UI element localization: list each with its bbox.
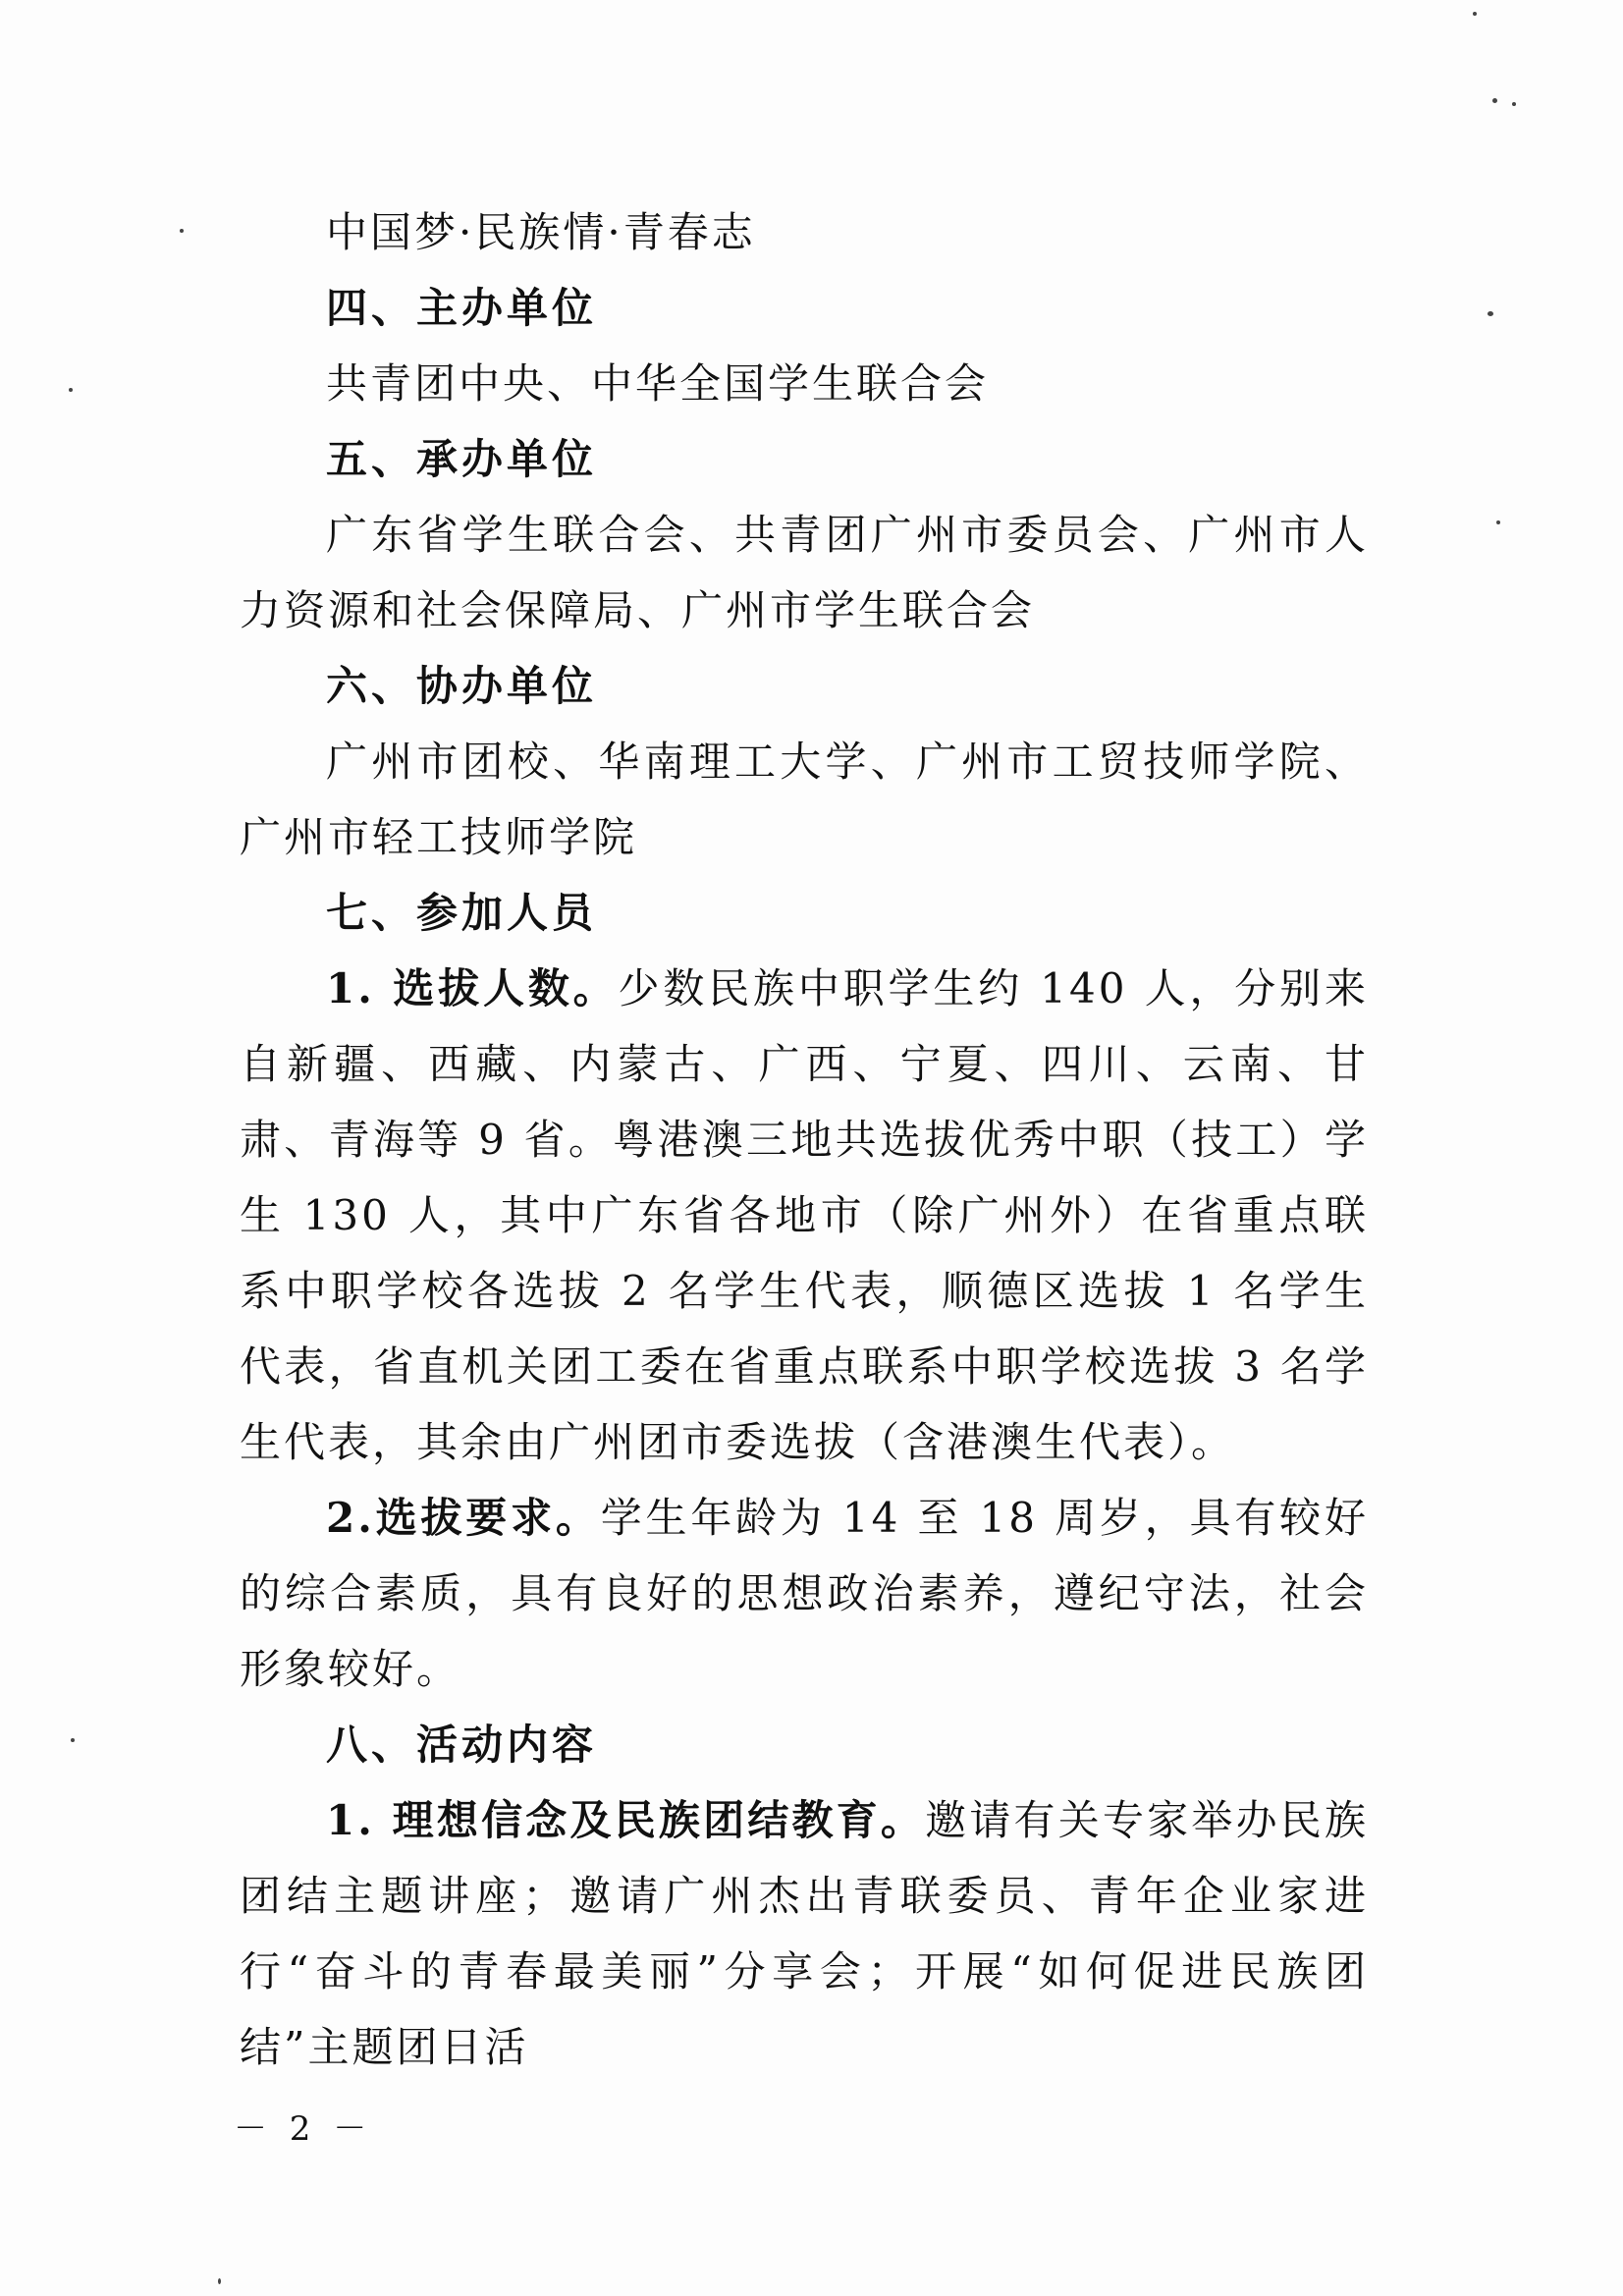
scan-speck [1512,102,1516,106]
document-body [240,194,1369,2085]
page-number: － 2 － [234,2109,373,2149]
activities-item-1-text: 邀请有关专家举办民族团结主题讲座；邀请广州杰出青联委员、青年企业家进行“奋斗的青春最美丽”分享会；开展“如何促进民族团结”主题团日活 [240,1796,1369,2071]
participants-item-1-text: 少数民族中职学生约 140 人，分别来自新疆、西藏、内蒙古、广西、宁夏、四川、云南、甘肃、青海等 9 省。粤港澳三地共选拔优秀中职（技工）学生 130 人，其中广东省各地市（除广州外）在省重点联系中职学校各选拔 2 名学生代表，顺德区选拔 1 名学生代表，省直机关团工委在省重点联系中职学校选拔 3 名学生代表，其余由广州团市委选拔（含港澳生代表）。 [240,964,1369,1466]
host-text: 广东省学生联合会、共青团广州市委员会、广州市人力资源和社会保障局、广州市学生联合会 [240,511,1369,634]
scan-speck [1473,12,1477,16]
scan-speck [1496,520,1500,524]
scan-speck [180,229,184,233]
organizer-text: 共青团中央、中华全国学生联合会 [326,359,990,408]
activity-motto: 中国梦·民族情·青春志 [326,208,756,256]
section-heading-activities: 八、活动内容 [326,1721,598,1769]
co-organizer-text: 广州市团校、华南理工大学、广州市工贸技师学院、广州市轻工技师学院 [240,738,1369,861]
participants-item-1 [240,951,1369,1480]
participants-item-2-text: 学生年龄为 14 至 18 周岁，具有较好的综合素质，具有良好的思想政治素养，遵纪守法，社会形象较好。 [240,1494,1369,1693]
participants-item-1-lead: 1. 选拔人数。 [326,964,619,1012]
participants-item-2 [240,1480,1369,1707]
participants-item-2-lead: 2.选拔要求。 [326,1494,601,1542]
scan-speck [1492,98,1497,103]
scan-speck [218,2278,221,2284]
section-heading-organizer: 四、主办单位 [326,284,598,332]
section-heading-host: 五、承办单位 [326,435,598,483]
scan-speck [1488,311,1493,316]
section-heading-participants: 七、参加人员 [326,889,598,937]
activities-item-1 [240,1782,1369,2085]
section-heading-co-organizer: 六、协办单位 [326,662,598,710]
scan-speck [69,388,73,392]
scan-speck [71,1738,75,1742]
activities-item-1-lead: 1. 理想信念及民族团结教育。 [326,1796,926,1844]
